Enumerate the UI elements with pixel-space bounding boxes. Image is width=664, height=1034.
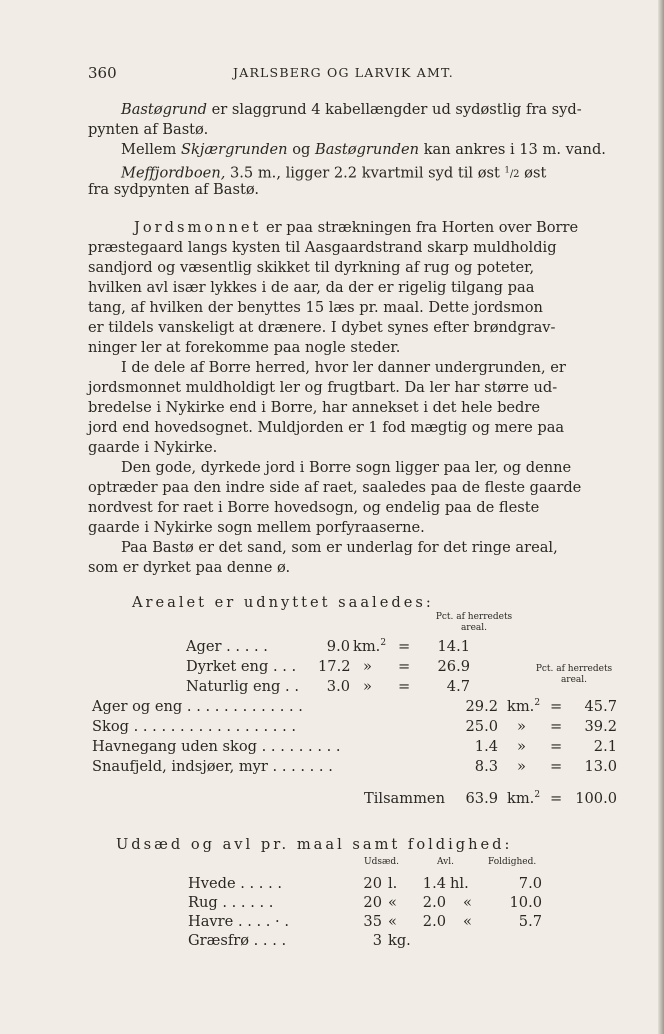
soil-line: I de dele af Borre herred, hvor ler danner undergrunden, er	[121, 359, 566, 376]
area-main-value: 8.3	[474, 758, 498, 775]
soil-line: sandjord og væsentlig skikket til dyrkning af rug og poteter,	[88, 259, 535, 276]
row-dots: . . . . . . . . . . . . . . . . . .	[133, 718, 296, 735]
page-number: 360	[88, 64, 117, 82]
sowing-yield: 2.0	[422, 894, 446, 911]
area-main-unit	[507, 697, 540, 717]
row-label: Græsfrø	[188, 932, 250, 949]
soil-text: er paa strækningen fra Horten over Borre	[261, 219, 579, 236]
sowing-col-header-seed: Udsæd.	[364, 857, 400, 867]
intro-text: og	[287, 141, 315, 158]
area-sub-row-label	[186, 637, 268, 657]
row-label: Skog	[92, 718, 129, 735]
area-heading: Arealet er udnyttet saaledes:	[132, 594, 434, 611]
area-sub-eq: =	[398, 678, 411, 695]
sowing-seed: 35	[363, 913, 382, 930]
area-main-eq: =	[550, 738, 563, 755]
intro-text: øst	[519, 164, 547, 182]
page-edge-shadow	[658, 0, 664, 1034]
intro-line-5: fra sydpynten af Bastø.	[88, 181, 260, 198]
sowing-yield-unit: hl.	[450, 875, 469, 892]
fraction-denominator: /2	[509, 169, 520, 181]
unit: km.	[507, 698, 535, 715]
row-label: Ager	[186, 638, 222, 655]
area-main-value: 29.2	[465, 698, 498, 715]
area-sub-row-label	[186, 657, 296, 677]
area-sub-pct: 4.7	[446, 678, 470, 695]
area-sub-unit: »	[363, 678, 372, 695]
area-sub-value: 3.0	[326, 678, 350, 695]
sowing-col-header-fold: Foldighed.	[488, 857, 537, 867]
soil-line: nordvest for raet i Borre hovedsogn, og endelig paa de fleste	[88, 499, 540, 516]
intro-place-skjaergrunden: Skjærgrunden	[181, 141, 288, 158]
unit: km.	[507, 790, 535, 807]
soil-line: jordsmonnet muldholdigt ler og frugtbart. Da ler har større ud-	[88, 379, 558, 396]
area-sub-unit	[353, 637, 386, 657]
area-main-eq: =	[550, 698, 563, 715]
intro-line-2: pynten af Bastø.	[88, 121, 209, 138]
row-label: Ager og eng	[92, 698, 183, 715]
area-sub-row-label	[186, 677, 299, 697]
row-label: Dyrket eng	[186, 658, 269, 675]
row-dots: . . . . . . . . . . . . .	[186, 698, 303, 715]
intro-text: er slaggrund 4 kabellængder ud sydøstlig fra syd-	[207, 101, 582, 118]
sowing-heading: Udsæd og avl pr. maal samt foldighed:	[116, 836, 513, 853]
area-main-unit: »	[517, 718, 526, 735]
area-main-eq: =	[550, 718, 563, 735]
area-sub-value: 9.0	[326, 638, 350, 655]
soil-line: præstegaard langs kysten til Aasgaardstrand skarp muldholdig	[88, 239, 557, 256]
sowing-yield-unit: «	[463, 913, 472, 930]
sowing-seed: 20	[363, 894, 382, 911]
area-main-pct: 45.7	[584, 698, 617, 715]
soil-line: tang, af hvilken der benyttes 15 læs pr. maal. Dette jordsmon	[88, 299, 543, 316]
sowing-seed-unit: kg.	[388, 932, 411, 949]
soil-line: bredelse i Nykirke end i Borre, har annekset i det hele bedre	[88, 399, 541, 416]
row-dots: . . . . . . .	[272, 758, 333, 775]
unit: km.	[353, 638, 381, 655]
soil-lead-word: Jordsmonnet	[134, 219, 262, 236]
sowing-row-label	[188, 912, 289, 932]
row-dots: . . .	[272, 658, 297, 675]
area-main-value: 1.4	[474, 738, 498, 755]
area-main-row-label	[92, 757, 333, 777]
area-pct-header-1: Pct. af herredets areal.	[435, 612, 513, 633]
area-main-pct: 13.0	[584, 758, 617, 775]
row-dots: . . . . .	[226, 638, 268, 655]
row-label: Rug	[188, 894, 218, 911]
row-dots: . . . . · .	[237, 913, 289, 930]
sowing-row-label	[188, 931, 286, 951]
area-main-row-label	[92, 737, 341, 757]
soil-line: som er dyrket paa denne ø.	[88, 559, 291, 576]
area-main-pct: 2.1	[593, 738, 617, 755]
soil-line: Paa Bastø er det sand, som er underlag for det ringe areal,	[121, 539, 558, 556]
sowing-seed-unit: «	[388, 894, 397, 911]
sowing-seed-unit: l.	[388, 875, 398, 892]
soil-line: ninger ler at forekomme paa nogle steder.	[88, 339, 401, 356]
area-sub-value: 17.2	[318, 658, 351, 675]
row-label: Hvede	[188, 875, 236, 892]
row-dots: . .	[285, 678, 299, 695]
sowing-row-label	[188, 893, 273, 913]
sowing-seed-unit: «	[388, 913, 397, 930]
area-sub-eq: =	[398, 638, 411, 655]
fraction	[504, 165, 520, 181]
area-total-label: Tilsammen	[364, 790, 445, 807]
area-main-eq: =	[550, 758, 563, 775]
row-label: Havre	[188, 913, 234, 930]
intro-text: Mellem	[121, 141, 182, 158]
area-sub-pct: 26.9	[437, 658, 470, 675]
soil-line: gaarde i Nykirke.	[88, 439, 218, 456]
fraction-numerator: 1	[504, 165, 510, 175]
soil-line: jord end hovedsognet. Muldjorden er 1 fod mægtig og mere paa	[88, 419, 565, 436]
sowing-fold: 7.0	[518, 875, 542, 892]
area-pct-header-2: Pct. af herredets areal.	[535, 664, 613, 685]
sowing-yield-unit: «	[463, 894, 472, 911]
intro-place-bastogrunden: Bastøgrunden	[315, 141, 420, 158]
area-main-pct: 39.2	[584, 718, 617, 735]
soil-line-1	[134, 218, 578, 238]
unit-exponent: 2	[534, 698, 541, 709]
sowing-yield: 2.0	[422, 913, 446, 930]
intro-text: kan ankres i 13 m. vand.	[419, 141, 606, 158]
sowing-fold: 10.0	[509, 894, 542, 911]
row-dots: . . . . .	[240, 875, 282, 892]
area-main-row-label	[92, 697, 303, 717]
soil-line: optræder paa den indre side af raet, saaledes paa de fleste gaarde	[88, 479, 582, 496]
sowing-row-label	[188, 874, 282, 894]
area-total-value: 63.9	[465, 790, 498, 807]
row-dots: . . . .	[253, 932, 287, 949]
running-header	[88, 64, 628, 84]
sowing-fold: 5.7	[518, 913, 542, 930]
intro-line-3	[121, 140, 606, 160]
sowing-col-header-yield: Avl.	[437, 857, 454, 867]
sowing-seed: 20	[363, 875, 382, 892]
area-sub-pct: 14.1	[437, 638, 470, 655]
soil-line: Den gode, dyrkede jord i Borre sogn ligger paa ler, og denne	[121, 459, 572, 476]
sowing-seed: 3	[372, 932, 382, 949]
sowing-yield: 1.4	[422, 875, 446, 892]
soil-line: hvilken avl især lykkes i de aar, da der er rigelig tilgang paa	[88, 279, 535, 296]
area-main-unit: »	[517, 738, 526, 755]
area-total-pct: 100.0	[575, 790, 617, 807]
row-label: Naturlig eng	[186, 678, 281, 695]
unit-exponent: 2	[380, 638, 387, 649]
intro-place-bastogrund: Bastøgrund	[121, 101, 208, 118]
intro-text: 3.5 m., ligger 2.2 kvartmil syd til øst	[225, 164, 505, 182]
row-label: Havnegang uden skog	[92, 738, 258, 755]
running-title: JARLSBERG OG LARVIK AMT.	[233, 65, 454, 80]
area-main-unit: »	[517, 758, 526, 775]
intro-line-1	[121, 100, 582, 120]
intro-place-meffjordboen: Meffjordboen,	[121, 164, 226, 182]
row-dots: . . . . . . . . .	[261, 738, 341, 755]
row-label: Snaufjeld, indsjøer, myr	[92, 758, 268, 775]
unit-exponent: 2	[534, 790, 541, 801]
area-main-row-label	[92, 717, 296, 737]
area-sub-eq: =	[398, 658, 411, 675]
soil-line: gaarde i Nykirke sogn mellem porfyraaserne.	[88, 519, 425, 536]
soil-line: er tildels vanskeligt at drænere. I dybet synes efter brøndgrav-	[88, 319, 556, 336]
area-sub-unit: »	[363, 658, 372, 675]
area-total-unit	[507, 789, 540, 809]
area-total-eq: =	[550, 790, 563, 807]
area-main-value: 25.0	[465, 718, 498, 735]
row-dots: . . . . . .	[222, 894, 274, 911]
